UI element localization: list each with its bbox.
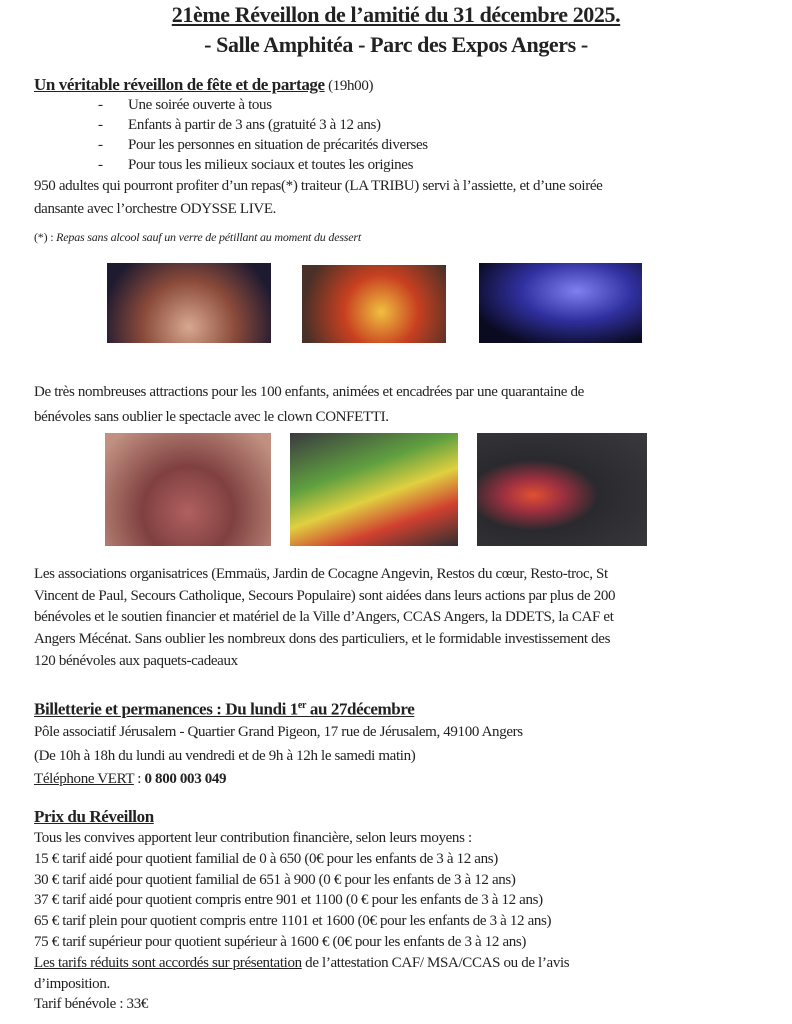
- photo-clown-confetti: [477, 433, 647, 546]
- list-item: - Une soirée ouverte à tous: [98, 97, 272, 113]
- photo-table-decoration: [302, 265, 446, 343]
- list-item: - Pour les personnes en situation de précarités diverses: [98, 137, 428, 153]
- associations-paragraph: [34, 564, 615, 673]
- title-text: 21ème Réveillon de l’amitié du 31 décembre 2025.: [171, 2, 621, 27]
- footnote: [34, 230, 361, 245]
- footnote-text: Repas sans alcool sauf un verre de pétillant au moment du dessert: [56, 230, 361, 244]
- phone-label: Téléphone VERT: [34, 771, 134, 787]
- para-line: dansante avec l’orchestre ODYSSE LIVE.: [34, 201, 277, 217]
- para-line: bénévoles sans oublier le spectacle avec le clown CONFETTI.: [34, 409, 389, 425]
- para-line: De très nombreuses attractions pour les 100 enfants, animées et encadrées par une quarantaine de: [34, 384, 584, 400]
- tarif-line: 30 € tarif aidé pour quotient familial de 651 à 900 (0 € pour les enfants de 3 à 12 ans): [34, 871, 516, 888]
- prix-heading: Prix du Réveillon: [34, 807, 154, 826]
- para-line: Les associations organisatrices (Emmaüs, Jardin de Cocagne Angevin, Restos du cœur, Resto-troc, St: [34, 566, 608, 582]
- attractions-paragraph: [34, 380, 584, 430]
- section1-paragraph: [34, 175, 603, 221]
- phone-line: [34, 768, 523, 792]
- heading-sup: er: [297, 700, 306, 711]
- phone-number: 0 800 003 049: [144, 771, 227, 787]
- photo-bouncy-castle: [290, 433, 458, 546]
- phone-sep: :: [133, 771, 145, 787]
- para-line: 120 bénévoles aux paquets-cadeaux: [34, 652, 238, 669]
- bullet-text: Pour tous les milieux sociaux et toutes les origines: [128, 157, 414, 173]
- reduced-rest: de l’attestation CAF/ MSA/CCAS ou de l’avis: [301, 954, 570, 971]
- document-subtitle: - Salle Amphitéa - Parc des Expos Angers -: [204, 32, 588, 57]
- billetterie-heading: [34, 695, 414, 720]
- heading-part: au 27décembre: [306, 699, 415, 719]
- tarif-line: 65 € tarif plein pour quotient compris entre 1101 et 1600 (0€ pour les enfants de 3 à 12 ans): [34, 913, 552, 930]
- section1-time: (19h00): [324, 78, 374, 94]
- photo-banquet-hall: [107, 263, 271, 343]
- reduced-note: [34, 953, 569, 974]
- tarif-benevole: Tarif bénévole : 33€: [34, 996, 148, 1013]
- para-line: 950 adultes qui pourront profiter d’un repas(*) traiteur (LA TRIBU) servi à l’assiette, et d’une soirée: [34, 178, 603, 194]
- list-item: - Pour tous les milieux sociaux et toutes les origines: [98, 157, 414, 173]
- reduced-note-cont: d’imposition.: [34, 975, 110, 992]
- prix-list: [34, 828, 569, 1015]
- tarif-line: 15 € tarif aidé pour quotient familial de 0 à 650 (0€ pour les enfants de 3 à 12 ans): [34, 850, 498, 867]
- bullet-text: Enfants à partir de 3 ans (gratuité 3 à 12 ans): [128, 117, 381, 133]
- list-item: - Enfants à partir de 3 ans (gratuité 3 à 12 ans): [98, 117, 381, 133]
- opening-hours: (De 10h à 18h du lundi au vendredi et de 9h à 12h le samedi matin): [34, 747, 416, 764]
- bullet-text: Pour les personnes en situation de précarités diverses: [128, 137, 428, 153]
- reduced-underlined: Les tarifs réduits sont accordés sur présentation: [34, 954, 302, 971]
- heading-part: Billetterie et permanences : Du lundi 1: [34, 699, 298, 719]
- section1-heading-line: [34, 74, 373, 97]
- footnote-mark: (*) :: [34, 230, 57, 244]
- section1-heading: Un véritable réveillon de fête et de partage: [34, 75, 325, 94]
- bullet-text: Une soirée ouverte à tous: [128, 97, 272, 113]
- photo-children-activities: [105, 433, 271, 546]
- document-title: [0, 2, 792, 28]
- bullet-list: [98, 95, 428, 175]
- billetterie-info: [34, 721, 523, 792]
- tarif-line: 75 € tarif supérieur pour quotient supérieur à 1600 € (0€ pour les enfants de 3 à 12 ans): [34, 933, 527, 950]
- para-line: Angers Mécénat. Sans oublier les nombreux dons des particuliers, et le formidable investissement des: [34, 631, 611, 648]
- photo-orchestra-stage: [479, 263, 642, 343]
- address: Pôle associatif Jérusalem - Quartier Grand Pigeon, 17 rue de Jérusalem, 49100 Angers: [34, 724, 523, 740]
- prix-intro: Tous les convives apportent leur contribution financière, selon leurs moyens :: [34, 830, 472, 846]
- tarif-line: 37 € tarif aidé pour quotient compris entre 901 et 1100 (0 € pour les enfants de 3 à 12 ans): [34, 892, 543, 909]
- para-line: bénévoles et le soutien financier et matériel de la Ville d’Angers, CCAS Angers, la DDETS, la CAF et: [34, 609, 614, 626]
- para-line: Vincent de Paul, Secours Catholique, Secours Populaire) sont aidées dans leurs actions par plus de 200: [34, 587, 616, 604]
